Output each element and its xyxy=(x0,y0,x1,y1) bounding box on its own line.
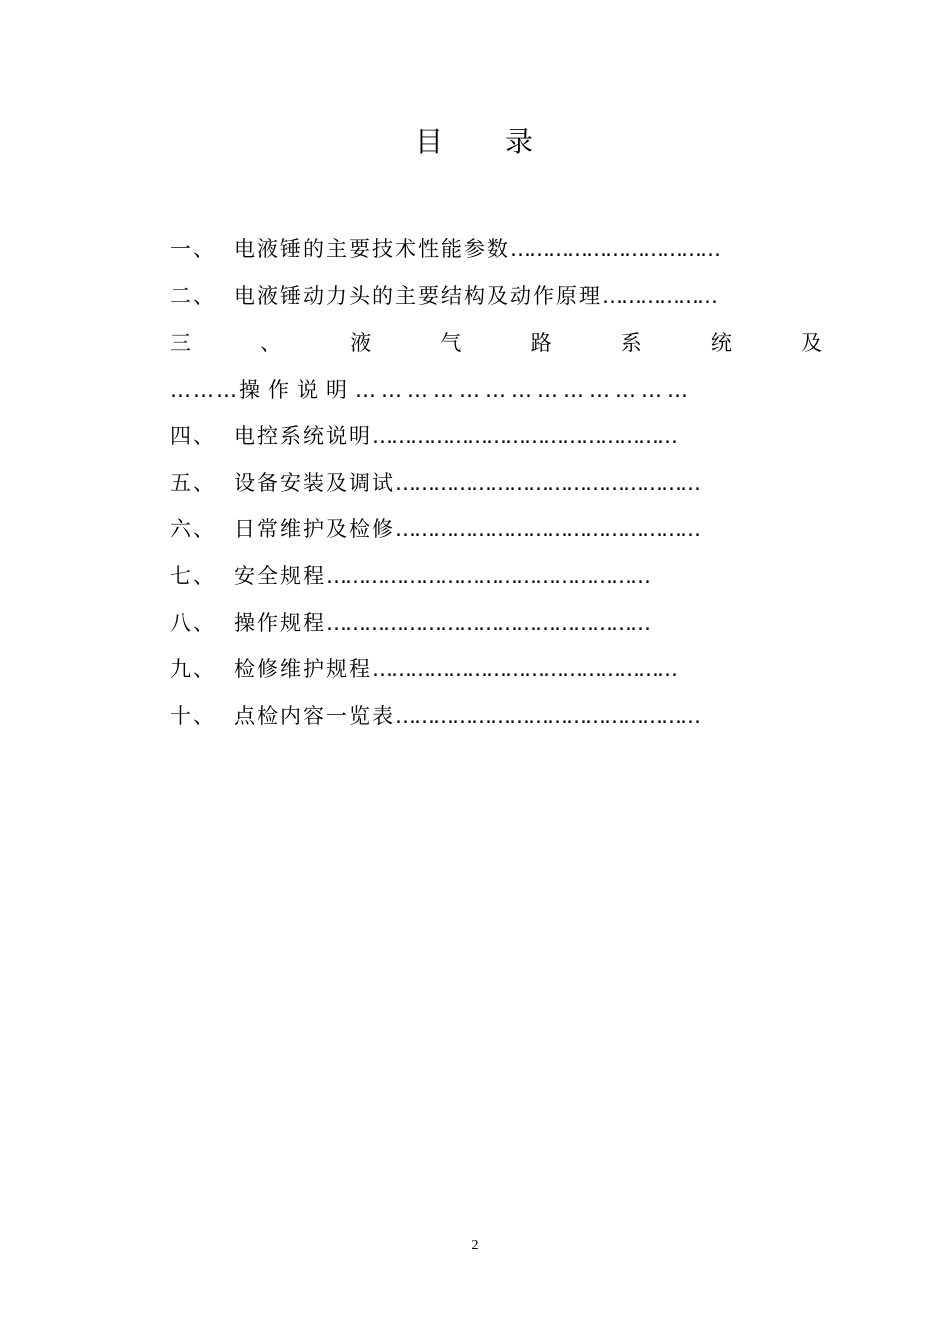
toc-item-7 xyxy=(170,560,825,592)
toc-item-number: 十、 xyxy=(170,704,216,728)
toc-item-text: 检修维护规程 xyxy=(234,657,372,681)
toc-item-5 xyxy=(170,467,825,499)
toc-item-leader-dots: ………………………………………… xyxy=(395,704,699,728)
toc-item-3-char: 统 xyxy=(710,331,732,355)
toc-item-number: 二、 xyxy=(170,284,216,308)
toc-item-10 xyxy=(170,700,825,732)
toc-item-4 xyxy=(170,420,825,452)
toc-item-3-char: 及 xyxy=(800,331,822,355)
toc-item-text: 操作说明 xyxy=(239,378,355,402)
toc-item-3-char: 、 xyxy=(260,331,282,355)
toc-item-text: 电液锤的主要技术性能参数 xyxy=(234,237,510,261)
toc-item-leader-dots: ………………………………………… xyxy=(395,471,699,495)
toc-item-text: 设备安装及调试 xyxy=(234,471,395,495)
toc-item-text: 安全规程 xyxy=(234,564,326,588)
toc-item-3-char: 液 xyxy=(350,331,372,355)
page-number: 2 xyxy=(471,1238,479,1253)
toc-item-6 xyxy=(170,513,825,545)
toc-item-number: 四、 xyxy=(170,424,216,448)
page-title xyxy=(0,120,950,160)
toc-item-8 xyxy=(170,607,825,639)
title-char-2: 录 xyxy=(505,125,536,158)
toc-item-number: 八、 xyxy=(170,611,216,635)
toc-item-2 xyxy=(170,280,825,312)
toc-item-9 xyxy=(170,653,825,685)
toc-item-3 xyxy=(170,327,822,359)
toc-item-3-char: 路 xyxy=(530,331,552,355)
toc-item-number: 五、 xyxy=(170,471,216,495)
toc-item-text: 点检内容一览表 xyxy=(234,704,395,728)
toc-item-leader-dots: ……………… xyxy=(602,284,716,308)
toc-item-leader-dots: …………………………… xyxy=(510,237,719,261)
toc-item-text: 电控系统说明 xyxy=(234,424,372,448)
toc-item-number: 一、 xyxy=(170,237,216,261)
toc-item-number: 七、 xyxy=(170,564,216,588)
toc-item-1 xyxy=(170,233,825,265)
title-char-1: 目 xyxy=(414,125,445,158)
toc-item-leader-dots: ………………………………………… xyxy=(372,657,676,681)
toc-item-text: 日常维护及检修 xyxy=(234,517,395,541)
toc-item-leader-dots: ………………………………………… xyxy=(395,517,699,541)
toc-item-leader-dots: …………………………………………… xyxy=(326,611,649,635)
toc-item-text: 电液锤动力头的主要结构及动作原理 xyxy=(234,284,602,308)
toc-item-leader-dots: …………………………………………… xyxy=(326,564,649,588)
toc-item-3-char: 三 xyxy=(170,331,191,355)
toc-item-3-continuation xyxy=(170,374,810,406)
toc-item-number: 九、 xyxy=(170,657,216,681)
toc-item-leader-dots: ………………………………………… xyxy=(372,424,676,448)
toc-item-leader-dots: ……… xyxy=(170,378,239,402)
toc-item-3-char: 系 xyxy=(620,331,642,355)
toc-item-3-char: 气 xyxy=(440,331,462,355)
toc-item-number: 六、 xyxy=(170,517,216,541)
toc-item-text: 操作规程 xyxy=(234,611,326,635)
toc-item-leader-dots: ………………………………… xyxy=(355,378,693,402)
